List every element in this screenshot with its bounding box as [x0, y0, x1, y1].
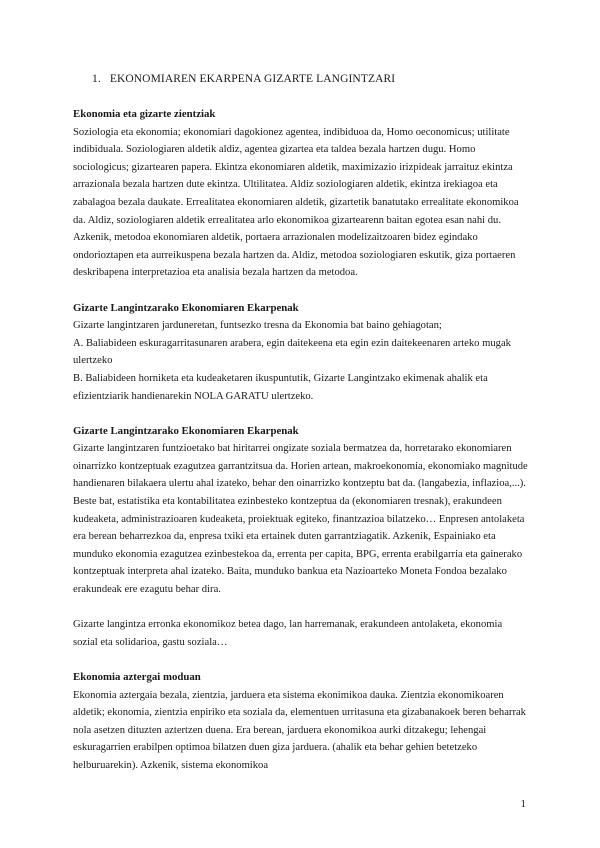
section-paragraph: Gizarte langintza erronka ekonomikoz betea dago, lan harremanak, erakundeen antolaketa, ekonomia sozial eta solidarioa, gastu soziala… — [73, 619, 503, 648]
chapter-number: 1. — [92, 73, 101, 85]
section-contributions-2 — [73, 423, 529, 652]
document-body — [73, 106, 529, 792]
section-heading: Gizarte Langintzarako Ekonomiaren Ekarpenak — [73, 424, 299, 437]
page-number: 1 — [520, 798, 526, 810]
section-paragraph: Gizarte langintzaren jarduneretan, funtsezko tresna da Ekonomia bat baino gehiagotan; — [73, 320, 442, 332]
section-contributions-1 — [73, 300, 529, 406]
list-item-a: A. Baliabideen eskuragarritasunaren arabera, egin daitekeena eta egin ezin daitekeenaren arteko mugak ulertzeko — [73, 337, 511, 367]
section-heading: Ekonomia aztergai moduan — [73, 671, 201, 683]
section-paragraph: Ekonomia aztergaia bezala, zientzia, jarduera eta sistema ekonimikoa dauka. Zientzia ekonomikoaren aldetik; ekonomia, zientzia enpiriko eta soziala da, elementuen urritasuna eta gizabanakoek beren beharrak nola asetzen dituzten aztertzen duena. Era berean, jarduera ekonomikoa aurki ditzakegu; lehengai eskuragarrien erabilpen optimoa bilatzen duen giza jarduera. (ahalik eta behar gehien betetzeko helburuarekin). Azkenik, sistema ekonomikoa — [73, 689, 526, 771]
section-paragraph: Soziologia eta ekonomia; ekonomiari dagokionez agentea, indibiduoa da, Homo oeconomicus; utilitate indibiduala. Soziologiaren aldetik aldiz, agentea gizartea eta taldea bezala hartzen dugu. Homo sociologicus; gizartearen papera. Ekintza ekonomiaren aldetik, maximizazio irizpideak jarraituz ekintza arrazionala bezala hartzen dute ekintza. Ultilitatea. Aldiz soziologiaren aldetik, ekintza irekiagoa eta zabalagoa bezala daukate. Errealitatea ekonomiaren aldetik, gizartetik banatutako errealitate ekonomikoa da. Aldiz, soziologiaren aldetik errealitatea arlo ekonomikoa gizartearenn baitan egotea esan nahi du. Azkenik, metodoa ekonomiaren aldetik, portaera arrazionalen modelizaitzoaren bidez egindako ondorioztapen eta aurreikuspena bezala hartzen da. Aldiz, metodoa soziologiaren eskutik, giza portaeren deskribapena interpretazioa eta analisia bezala hartzen da metodoa. — [73, 126, 519, 279]
list-item-b: B. Baliabideen horniketa eta kudeaketaren ikuspuntutik, Gizarte Langintzako ekimenak ahalik eta efizientziarik handienarekin NOLA GARATU ulertzeko. — [73, 372, 488, 402]
section-economics-social-sciences — [73, 106, 529, 282]
section-heading: Ekonomia eta gizarte zientziak — [73, 108, 216, 120]
section-economics-as-subject — [73, 669, 529, 775]
chapter-title — [92, 73, 395, 85]
section-paragraph: Gizarte langintzaren funtzioetako bat hiritarrei ongizate soziala bermatzea da, horretarako ekonomiaren oinarrizko kontzeptuak ezagutzea garrantzitsua da. Horien artean, makroekonomia, ekonomiako magnitude handienaren bilakaera ulertu ahal izateko, behar den oinarrizko kontzeptu bat da. (langabezia, inflazioa,...). Beste bat, estatistika eta kontabilitatea ezinbesteko kontzeptua da (ekonomiaren tresnak), erakundeen kudeaketa, administrazioaren kudeaketa, proiektuak egiteko, finantzazioa bilatzeko… Enpresen antolaketa era berean beharrezkoa da, enpresa txiki eta ertainek duten garrantziagatik. Azkenik, Espainiako eta munduko ekonomia ezagutzea ezinbestekoa da, errenta per capita, BPG, errenta erabilgarria eta gainerako kontzeptuak interpreta ahal izateko. Baita, munduko bankua eta Nazioarteko Moneta Fondoa bezalako erakundeak ere ezagutu behar dira. — [73, 443, 528, 596]
section-heading: Gizarte Langintzarako Ekonomiaren Ekarpenak — [73, 301, 299, 314]
chapter-title-text: EKONOMIAREN EKARPENA GIZARTE LANGINTZARI — [109, 73, 396, 85]
